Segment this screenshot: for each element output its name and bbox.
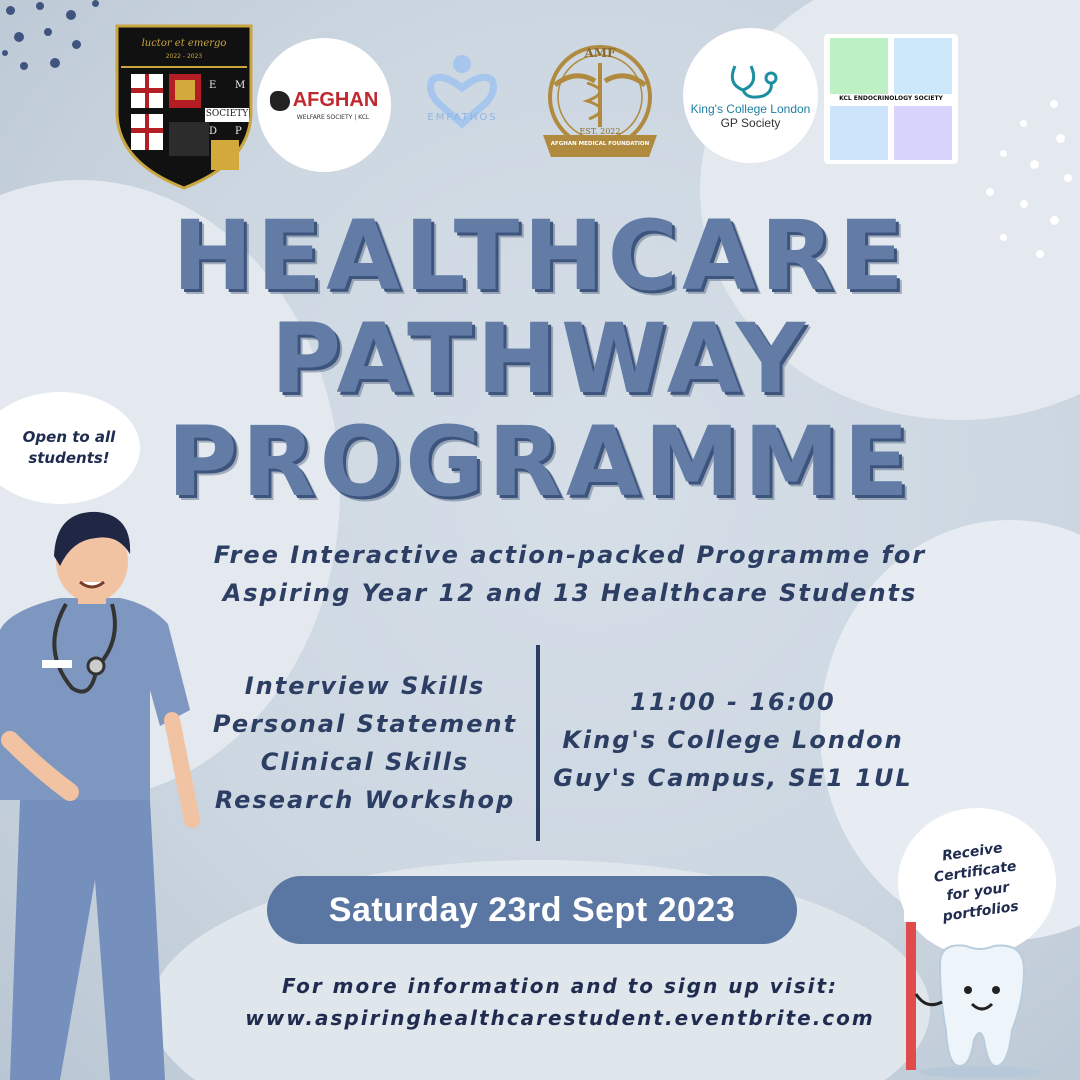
- subtitle-line-1: Free Interactive action-packed Programme for: [213, 541, 927, 569]
- topic-item: Research Workshop: [214, 786, 516, 814]
- topic-item: Personal Statement: [212, 710, 518, 738]
- topic-item: Clinical Skills: [260, 748, 470, 776]
- event-time: 11:00 - 16:00: [630, 688, 836, 716]
- stethoscope-icon: [721, 62, 781, 102]
- afghan-welfare-logo: [257, 38, 391, 172]
- bubble-left-line-2: students!: [28, 449, 110, 467]
- crest-band: SOCIETY: [205, 109, 249, 119]
- bubble-left-line-1: Open to all: [22, 428, 116, 446]
- afghan-welfare-sub: WELFARE SOCIETY | KCL: [296, 114, 370, 121]
- brain-icon: [830, 106, 888, 160]
- topic-item: Interview Skills: [244, 672, 486, 700]
- bubble-right-line-1: Receive: [941, 840, 1005, 865]
- column-divider: [536, 645, 540, 841]
- kcl-gp-line1: King's College London: [690, 101, 811, 116]
- nurse-illustration: [0, 500, 230, 1080]
- amf-banner: AFGHAN MEDICAL FOUNDATION: [550, 141, 650, 147]
- empathos-logo: [405, 50, 520, 155]
- bubble-right-line-4: portfolios: [942, 898, 1021, 925]
- amf-top: AMF: [584, 46, 616, 60]
- subtitle: [140, 536, 1000, 612]
- afghan-welfare-name: AFGHAN: [292, 89, 379, 111]
- bubble-right-line-3: for your: [946, 879, 1011, 905]
- kcl-endo-name: KCL ENDOCRINOLOGY SOCIETY: [839, 95, 943, 102]
- amf-est: EST. 2022: [579, 127, 621, 136]
- signup-info: [150, 970, 970, 1034]
- event-venue: King's College London: [562, 726, 904, 754]
- afghan-map-icon: [270, 91, 290, 111]
- kcl-endocrinology-logo: [824, 34, 958, 164]
- topics-list: [195, 667, 535, 819]
- crest-letter-m: M: [235, 80, 246, 91]
- event-campus: Guy's Campus, SE1 1UL: [553, 764, 913, 792]
- crest-letter-d: D: [209, 126, 218, 137]
- thyroid-icon: [894, 38, 952, 94]
- event-date-badge: Saturday 23rd Sept 2023: [267, 876, 797, 944]
- event-details: [548, 683, 918, 797]
- amf-logo: [535, 35, 665, 165]
- subtitle-line-2: Aspiring Year 12 and 13 Healthcare Students: [222, 579, 918, 607]
- title-line-2: PATHWAY: [270, 303, 810, 415]
- crest-motto: luctor et emergo: [141, 38, 227, 49]
- crest-years: 2022 - 2023: [165, 53, 203, 60]
- decor-dots-top-left: [0, 0, 110, 90]
- crest-letter-p: P: [235, 126, 242, 137]
- title-line-3: PROGRAMME: [167, 406, 913, 518]
- kcl-gp-line2: GP Society: [720, 115, 781, 130]
- pancreas-icon: [830, 38, 888, 94]
- signup-info-line: For more information and to sign up visit:: [281, 974, 839, 998]
- empathos-name: EMPATHOS: [427, 112, 498, 123]
- kidney-icon: [894, 106, 952, 160]
- crest-logo: [113, 22, 255, 190]
- bubble-right-line-2: Certificate: [933, 858, 1018, 886]
- tooth-mascot-illustration: [900, 890, 1050, 1080]
- signup-url-link[interactable]: www.aspiringhealthcarestudent.eventbrite.com: [245, 1006, 875, 1030]
- crest-letter-e: E: [209, 80, 217, 91]
- title-line-1: HEALTHCARE: [172, 200, 908, 312]
- kcl-gp-society-logo: [683, 28, 818, 163]
